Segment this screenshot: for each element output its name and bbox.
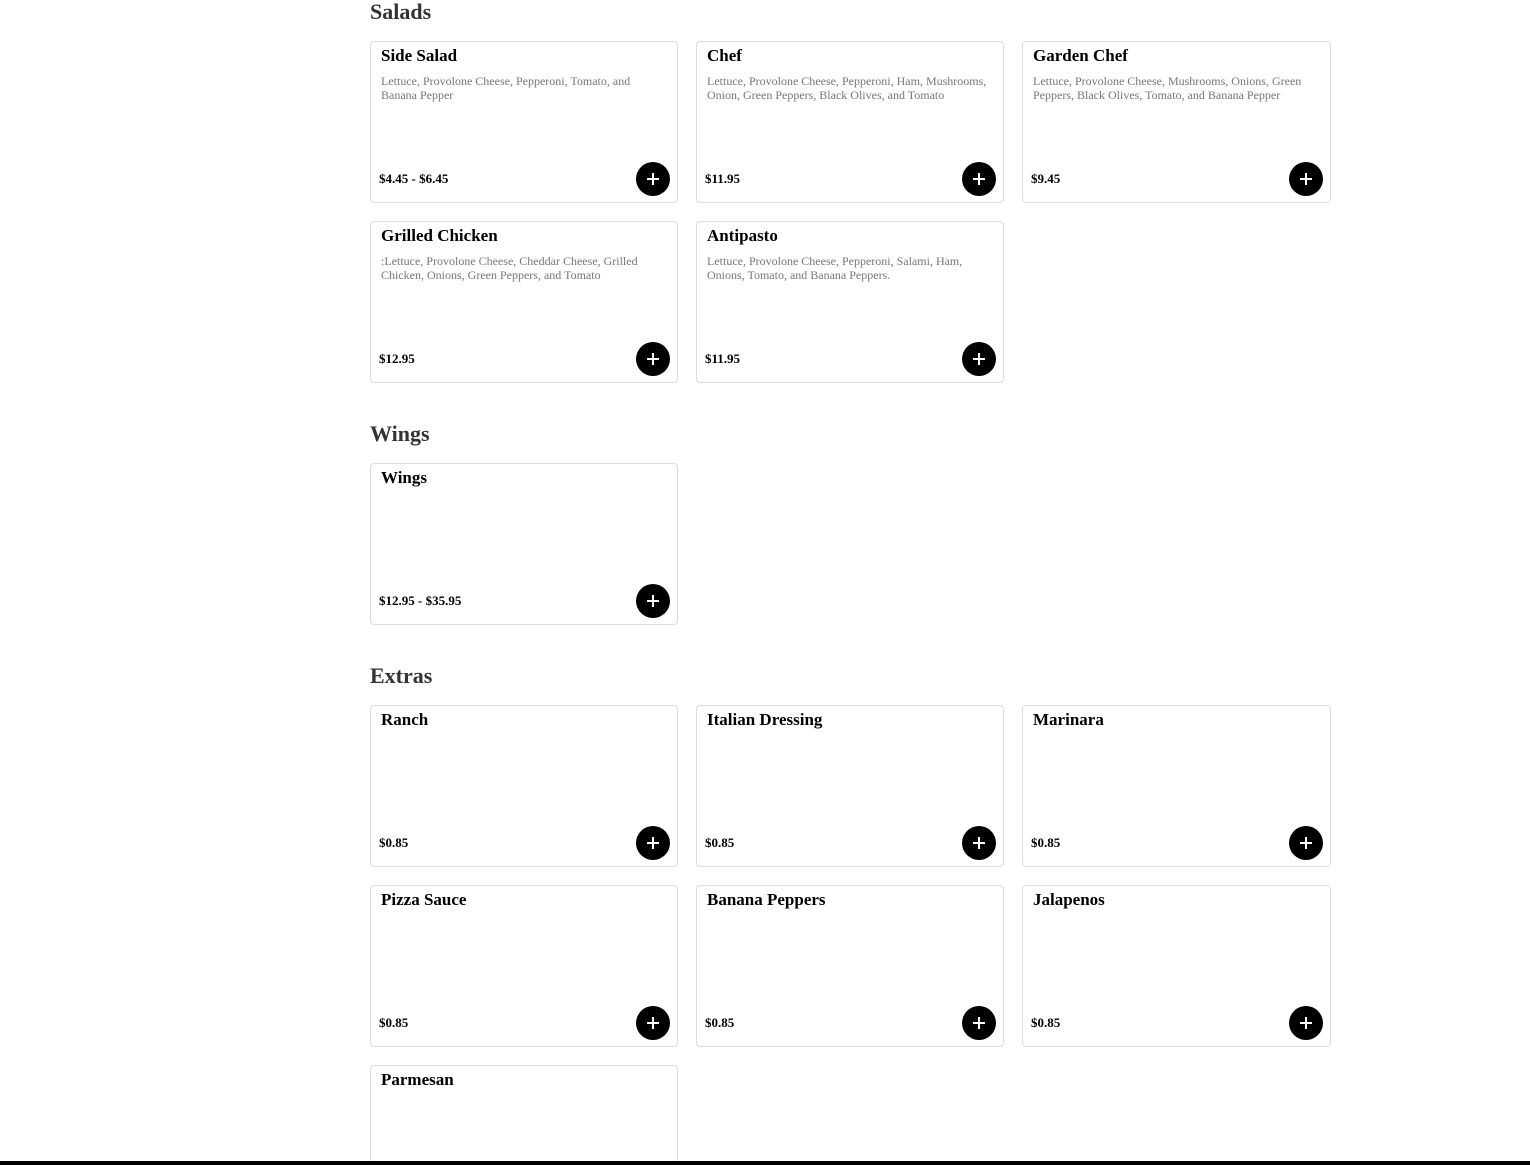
menu-item-grid [370, 705, 1331, 1165]
item-name: Jalapenos [1033, 890, 1105, 909]
menu-section-salads [370, 0, 1331, 366]
menu-item-card[interactable] [370, 221, 678, 383]
section-title: Extras [370, 663, 433, 688]
item-name: Garden Chef [1033, 46, 1128, 65]
section-title: Salads [370, 0, 432, 24]
item-name: Antipasto [707, 226, 778, 245]
item-description: Lettuce, Provolone Cheese, Pepperoni, Salami, Ham, Onions, Tomato, and Banana Peppers. [707, 254, 963, 282]
add-to-cart-button[interactable] [636, 1006, 670, 1040]
section-title: Wings [370, 421, 430, 446]
item-price: $0.85 [379, 835, 409, 850]
item-description: :Lettuce, Provolone Cheese, Cheddar Cheese, Grilled Chicken, Onions, Green Peppers, and Tomato [381, 254, 638, 282]
menu-item-card[interactable] [1022, 885, 1331, 1047]
menu-item-card[interactable] [696, 41, 1004, 203]
item-name: Ranch [381, 710, 429, 729]
plus-icon [972, 352, 986, 366]
menu-item-card[interactable] [1022, 41, 1331, 203]
add-to-cart-button[interactable] [636, 826, 670, 860]
menu-item-card[interactable] [696, 885, 1004, 1047]
menu-item-card[interactable] [370, 463, 678, 625]
item-price: $0.85 [1031, 835, 1061, 850]
menu-item-grid [370, 41, 1331, 383]
plus-icon [646, 1016, 660, 1030]
item-price: $0.85 [379, 1015, 409, 1030]
item-name: Banana Peppers [707, 890, 826, 909]
add-to-cart-button[interactable] [962, 826, 996, 860]
plus-icon [646, 352, 660, 366]
item-price: $11.95 [705, 171, 741, 186]
menu-item-card[interactable] [370, 705, 678, 867]
item-price: $0.85 [1031, 1015, 1061, 1030]
add-to-cart-button[interactable] [962, 1006, 996, 1040]
plus-icon [972, 1016, 986, 1030]
plus-icon [972, 836, 986, 850]
add-to-cart-button[interactable] [1289, 1006, 1323, 1040]
item-name: Grilled Chicken [381, 226, 498, 245]
menu-item-grid [370, 463, 1331, 625]
menu-section-extras [370, 663, 1331, 1089]
item-name: Side Salad [381, 46, 458, 65]
item-name: Italian Dressing [707, 710, 823, 729]
item-price: $12.95 - $35.95 [379, 593, 462, 608]
add-to-cart-button[interactable] [1289, 162, 1323, 196]
item-name: Wings [381, 468, 427, 487]
item-description: Lettuce, Provolone Cheese, Mushrooms, Onions, Green Peppers, Black Olives, Tomato, and Banana Pepper [1033, 74, 1302, 102]
plus-icon [646, 594, 660, 608]
item-price: $11.95 [705, 351, 741, 366]
add-to-cart-button[interactable] [962, 342, 996, 376]
add-to-cart-button[interactable] [1289, 826, 1323, 860]
item-price: $0.85 [705, 1015, 735, 1030]
item-price: $9.45 [1031, 171, 1061, 186]
bottom-bar [0, 1161, 1530, 1165]
add-to-cart-button[interactable] [962, 162, 996, 196]
menu-item-card[interactable] [696, 705, 1004, 867]
plus-icon [646, 836, 660, 850]
plus-icon [1299, 1016, 1313, 1030]
menu-item-card[interactable] [1022, 705, 1331, 867]
item-name: Parmesan [381, 1070, 454, 1089]
item-price: $0.85 [705, 835, 735, 850]
menu-item-card[interactable] [696, 221, 1004, 383]
add-to-cart-button[interactable] [636, 584, 670, 618]
menu-item-card[interactable] [370, 41, 678, 203]
item-price: $4.45 - $6.45 [379, 171, 449, 186]
plus-icon [1299, 172, 1313, 186]
menu-section-wings [370, 421, 1331, 608]
item-name: Pizza Sauce [381, 890, 467, 909]
item-description: Lettuce, Provolone Cheese, Pepperoni, Tomato, and Banana Pepper [381, 74, 631, 102]
menu-item-card[interactable] [370, 1065, 678, 1165]
menu-item-card[interactable] [370, 885, 678, 1047]
item-price: $12.95 [379, 351, 415, 366]
plus-icon [972, 172, 986, 186]
plus-icon [1299, 836, 1313, 850]
plus-icon [646, 172, 660, 186]
item-description: Lettuce, Provolone Cheese, Pepperoni, Ham, Mushrooms, Onion, Green Peppers, Black Olives, and Tomato [707, 74, 987, 102]
add-to-cart-button[interactable] [636, 162, 670, 196]
item-name: Marinara [1033, 710, 1104, 729]
add-to-cart-button[interactable] [636, 342, 670, 376]
item-name: Chef [707, 46, 742, 65]
